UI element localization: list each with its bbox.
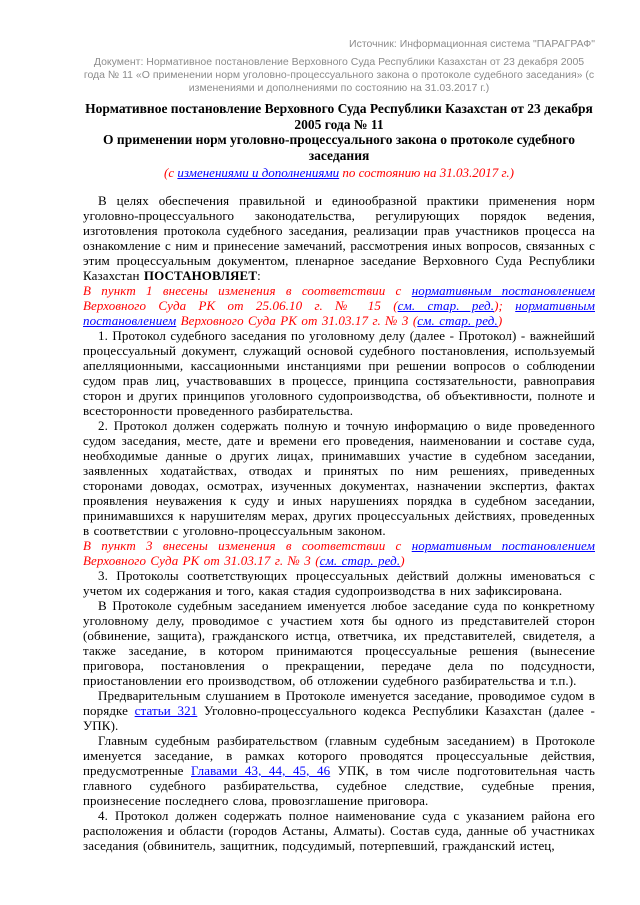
text-run: В целях обеспечения правильной и единообразной практики применения норм уголовно-процессуального законодательства, регулирующих порядок ведения, изготовления протокола судебного заседания, реализации прав участников процесса на ознакомление с ним и принесение замечаний, рассмотрения иных вопросов, связанных с этим процессуальным документом, пленарное заседание Верховного Суда Республики Казахстан bbox=[83, 193, 595, 283]
document-title bbox=[83, 101, 595, 163]
hyperlink[interactable]: см. стар. ред. bbox=[397, 298, 495, 313]
hyperlink[interactable]: см. стар. ред. bbox=[417, 313, 498, 328]
text-run: 4. Протокол должен содержать полное наименование суда с указанием района его расположения и области (городов Астаны, Алматы). Состав суда, данные об участниках заседания (обвинитель, защитник, подсудимый, потерпевший, гражданский истец, bbox=[83, 808, 595, 853]
amendments-status-note bbox=[83, 165, 595, 180]
text-run: : bbox=[257, 268, 261, 283]
document-description: Документ: Нормативное постановление Верховного Суда Республики Казахстан от 23 декабря 2005 года № 11 «О применении норм уголовно-процессуального закона о протоколе судебного заседания» (с изменениями и дополнениями по состоянию на 31.03.2017 г.) bbox=[83, 56, 595, 94]
title-line-resolution: Нормативное постановление Верховного Суда Республики Казахстан от 23 декабря 2005 года № 11 bbox=[85, 101, 593, 132]
text-run: Предварительным слушанием в Протоколе именуется заседание, проводимое судом в порядке bbox=[83, 688, 595, 718]
point-1-paragraph bbox=[83, 328, 595, 418]
emphasis-text: ПОСТАНОВЛЯЕТ bbox=[143, 268, 258, 283]
amendment-note-point-3 bbox=[83, 538, 595, 568]
point-4-paragraph bbox=[83, 808, 595, 853]
hyperlink[interactable]: статьи 321 bbox=[134, 703, 198, 718]
text-run: В пункт 1 внесены изменения в соответствии с bbox=[83, 283, 412, 298]
hyperlink[interactable]: нормативным постановлением bbox=[83, 298, 595, 328]
text-run: (с bbox=[164, 165, 178, 180]
text-run: Главным судебным разбирательством (главным судебным заседанием) в Протоколе именуется заседание, в рамках которого проводятся процессуальные действия, предусмотренные bbox=[83, 733, 595, 778]
text-run: В Протоколе судебным заседанием именуется любое заседание суда по конкретному уголовному делу, проводимое с участием хотя бы одного из представителей сторон (обвинение, защита), гражданского истца, ответчика, их представителей, свидетеля, а также заседание, в котором принимаются процессуальные решения (вынесение приговора, постановления о прекращении, передаче дела по подсудности, приостановлении его производством, об отложении судебного разбирательства и т.п.). bbox=[83, 598, 595, 688]
hyperlink[interactable]: Главами 43, 44, 45, 46 bbox=[191, 763, 331, 778]
court-session-definition-paragraph bbox=[83, 598, 595, 688]
text-run: 2. Протокол должен содержать полную и точную информацию о виде проведенного судом заседания, месте, дате и времени его проведения, наименовании и составе суда, необходимые данные о других лицах, принимавших участие в судебном заседании, заявленных ходатайствах, отводах и принятых по ним решениях, приведенных сторонами доводах, осмотрах, изученных документах, назначении экспертиз, фактах проявления неуважения к суду и иных нарушениях порядка в судебном заседании, принимавшихся к нарушителям мерах, других процессуальных действиях, проведенных в соответствии с уголовно-процессуальным законом. bbox=[83, 418, 595, 538]
point-3-paragraph bbox=[83, 568, 595, 598]
preamble-paragraph bbox=[83, 193, 595, 283]
hyperlink[interactable]: изменениями и дополнениями bbox=[177, 165, 340, 180]
title-line-subject: О применении норм уголовно-процессуального закона о протоколе судебного заседания bbox=[103, 132, 575, 163]
preliminary-hearing-paragraph bbox=[83, 688, 595, 733]
text-run: Верховного Суда РК от 31.03.17 г. № 3 ( bbox=[83, 553, 320, 568]
document-body bbox=[83, 193, 595, 853]
text-run: ) bbox=[497, 313, 503, 328]
hyperlink[interactable]: нормативным постановлением bbox=[411, 283, 595, 298]
source-line: Источник: Информационная система "ПАРАГРАФ" bbox=[349, 38, 595, 50]
text-run: 1. Протокол судебного заседания по уголовному делу (далее - Протокол) - важнейший процессуальный документ, служащий основой судебного постановления, используемый апелляционными, кассационными инстанциями при решении вопросов о соблюдении судом прав лиц, участвовавших в процессе, принципа состязательности, равноправия сторон и других принципов уголовного судопроизводства, об объективности, полноте и всесторонности проведенного разбирательства. bbox=[83, 328, 595, 418]
hyperlink[interactable]: см. стар. ред. bbox=[319, 553, 401, 568]
text-run: по состоянию на 31.03.2017 г.) bbox=[339, 165, 514, 180]
point-2-paragraph bbox=[83, 418, 595, 538]
text-run: ) bbox=[400, 553, 405, 568]
main-trial-paragraph bbox=[83, 733, 595, 808]
hyperlink[interactable]: нормативным постановлением bbox=[411, 538, 595, 553]
text-run: ); bbox=[494, 298, 516, 313]
text-run: УПК, в том числе подготовительная часть главного судебного разбирательства, судебное следствие, судебные прения, произнесение последнего слова, провозглашение приговора. bbox=[83, 763, 595, 808]
amendment-note-point-1 bbox=[83, 283, 595, 328]
text-run: Верховного Суда РК от 31.03.17 г. № 3 ( bbox=[176, 313, 418, 328]
text-run: В пункт 3 внесены изменения в соответствии с bbox=[83, 538, 412, 553]
text-run: 3. Протоколы соответствующих процессуальных действий должны именоваться с учетом их содержания и того, какая стадия судопроизводства в них зафиксирована. bbox=[83, 568, 595, 598]
text-run: Уголовно-процессуального кодекса Республики Казахстан (далее - УПК). bbox=[83, 703, 595, 733]
text-run: Верховного Суда РК от 25.06.10 г. № 15 ( bbox=[83, 298, 398, 313]
